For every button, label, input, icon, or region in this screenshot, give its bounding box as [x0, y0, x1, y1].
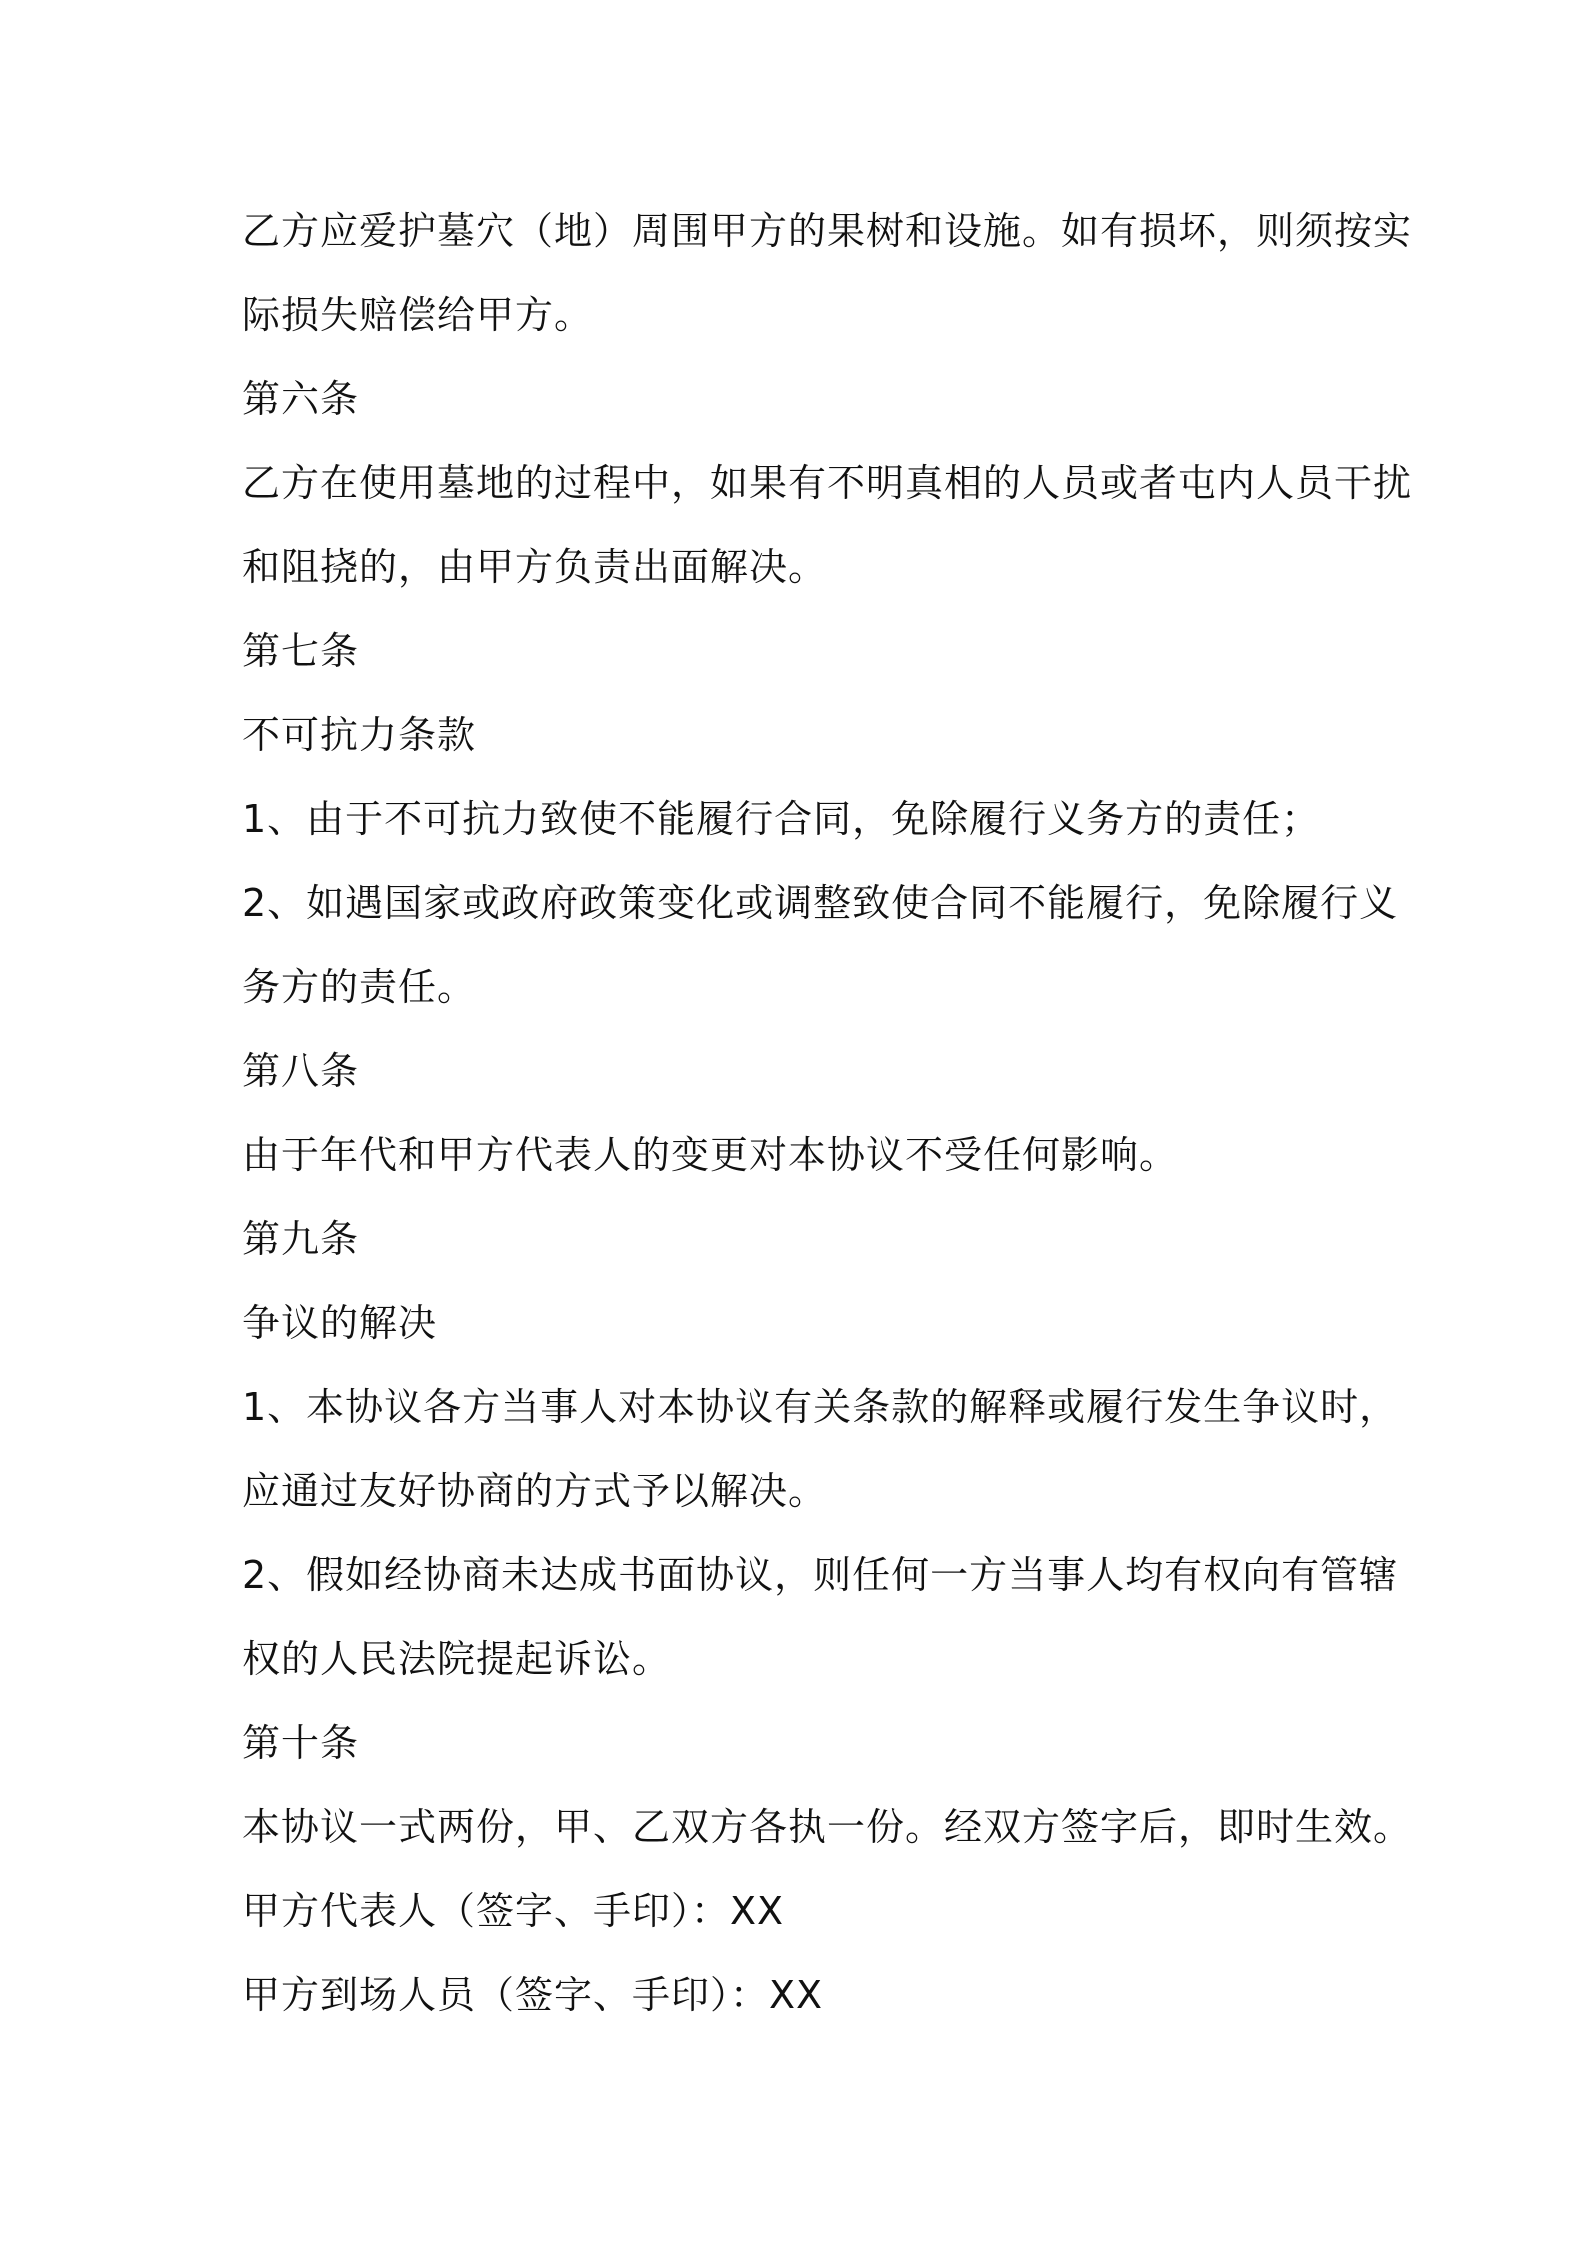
paragraph-line: 乙方在使用墓地的过程中，如果有不明真相的人员或者屯内人员干扰	[242, 461, 1413, 505]
signature-line-representative: 甲方代表人（签字、手印）：XX	[242, 1889, 785, 1933]
list-item: 2、假如经协商未达成书面协议，则任何一方当事人均有权向有管辖	[242, 1553, 1399, 1597]
paragraph-line: 和阻挠的，由甲方负责出面解决。	[242, 545, 828, 589]
article-heading-7: 第七条	[242, 629, 360, 673]
paragraph-line: 乙方应爱护墓穴（地）周围甲方的果树和设施。如有损坏，则须按实	[242, 209, 1413, 253]
article-heading-10: 第十条	[242, 1721, 360, 1765]
paragraph-line: 本协议一式两份，甲、乙双方各执一份。经双方签字后，即时生效。	[242, 1805, 1413, 1849]
signature-line-attendee: 甲方到场人员（签字、手印）：XX	[242, 1973, 824, 2017]
paragraph-line: 际损失赔偿给甲方。	[242, 293, 594, 337]
section-title: 争议的解决	[242, 1301, 438, 1345]
article-heading-9: 第九条	[242, 1217, 360, 1261]
list-item: 1、本协议各方当事人对本协议有关条款的解释或履行发生争议时，	[242, 1385, 1399, 1429]
paragraph-line: 由于年代和甲方代表人的变更对本协议不受任何影响。	[242, 1133, 1179, 1177]
paragraph-line: 权的人民法院提起诉讼。	[242, 1637, 672, 1681]
article-heading-8: 第八条	[242, 1049, 360, 1093]
list-item: 2、如遇国家或政府政策变化或调整致使合同不能履行，免除履行义	[242, 881, 1399, 925]
paragraph-line: 应通过友好协商的方式予以解决。	[242, 1469, 828, 1513]
paragraph-line: 务方的责任。	[242, 965, 477, 1009]
list-item: 1、由于不可抗力致使不能履行合同，免除履行义务方的责任；	[242, 797, 1321, 841]
section-title: 不可抗力条款	[242, 713, 477, 757]
article-heading-6: 第六条	[242, 377, 360, 421]
